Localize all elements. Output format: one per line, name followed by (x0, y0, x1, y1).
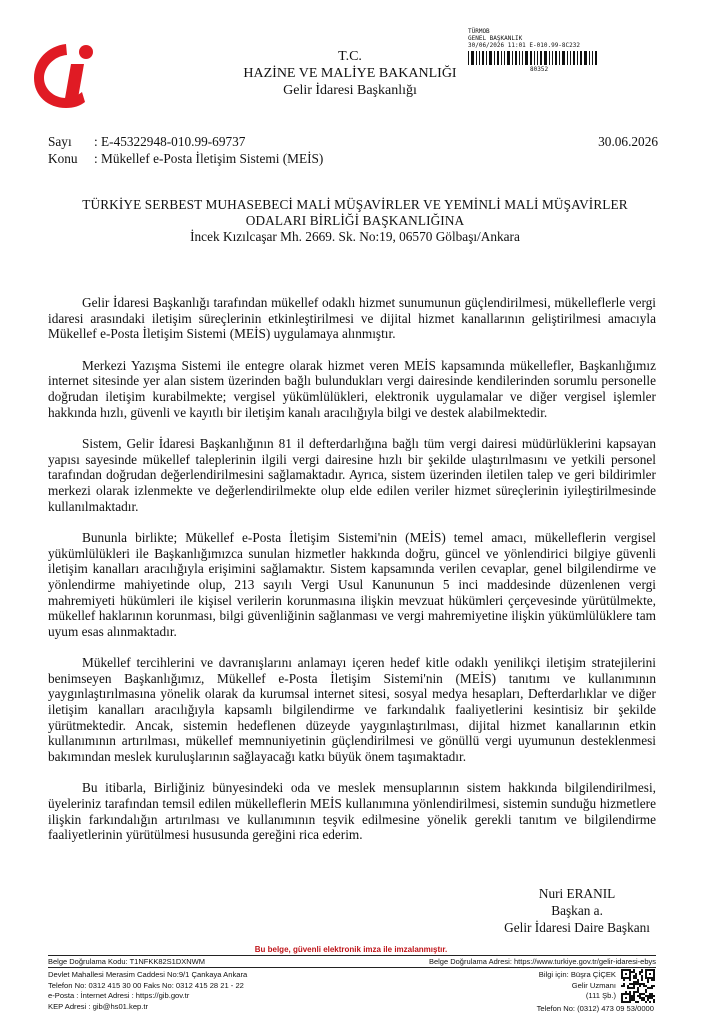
paragraph-6: Bu itibarla, Birliğiniz bünyesindeki oda ve meslek mensuplarının sistem hakkında bilgilendirilmesi, üyeleriniz tarafından temsil edilen mükelleflerin MEİS kullanımına yönlendirilmesi, sistemin sunduğu hizmetlere ilişkin farkındalığın artırılması ve kullanımının teşvik edilmesine yönelik gerekli tanıtım ve bilgilendirme faaliyetlerinin yürütülmesi hususunda gereğini rica ederim. (48, 780, 656, 843)
footer-divider-top (48, 955, 656, 956)
stamp-line-2: GENEL BAŞKANLIK (468, 35, 523, 42)
konu-value: : Mükellef e-Posta İletişim Sistemi (MEİS) (94, 151, 324, 166)
document-meta (48, 133, 658, 167)
barcode-bar (573, 51, 575, 65)
barcode (468, 51, 668, 65)
stamp-line-1: TÜRMOB (468, 28, 490, 35)
letter-body (48, 295, 656, 859)
paragraph-4: Bununla birlikte; Mükellef e-Posta İletişim Sistemi'nin (MEİS) temel amacı, mükelleflerin vergisel yükümlülükleri ile Başkanlığımızca sunulan hizmetler hakkında doğru, güncel ve yönlendirici bilgiye güvenli iletişim kanalları aracılığıyla erişimini sağlamaktır. Sistem kapsamında verilen cevaplar, genel bilgilendirme ve yönlendirme mahiyetinde olup, 213 sayılı Vergi Usul Kanununun 5 inci maddesinde düzenlenen vergi mahremiyeti hükümleri ile kişisel verilerin korunmasına ilişkin mevzuat hükümleri çerçevesinde yürütülmekte, mükellef haklarının korunması, bilgi güvenliğinin sağlanması ve vergi mahremiyetine ilişkin yükümlülüklere tam uyum esas alınmaktadır. (48, 530, 656, 639)
barcode-bar (476, 51, 477, 65)
barcode-bar (544, 51, 547, 65)
barcode-bar (525, 51, 528, 65)
footer-divider-bottom (48, 967, 656, 968)
barcode-bar (552, 51, 553, 65)
barcode-bar (501, 51, 502, 65)
barcode-bar (494, 51, 495, 65)
konu-label: Konu (48, 151, 78, 166)
barcode-bar (522, 51, 523, 65)
barcode-bar (519, 51, 520, 65)
info-phone: Telefon No: (0312) 473 09 53/0000 (536, 1004, 654, 1013)
barcode-bar (479, 51, 480, 65)
paragraph-2: Merkezi Yazışma Sistemi ile entegre olarak hizmet veren MEİS kapsamında mükellefler, Başkanlığımız internet sitesinde yer alan sistem üzerinden bağlı bulundukları vergi dairesinde kendilerinden sorumlu personelle doğrudan iletişim kurabilmekte; vergisel yükümlülükleri, elektronik uygulamalar ve diğer vergisel işlemler hakkında hızlı, güvenli ve kayıtlı bir iletişim kanalı aracılığıyla bilgi ve destek alabilmektedir. (48, 357, 656, 420)
barcode-bar (559, 51, 560, 65)
barcode-bar (515, 51, 517, 65)
sayi-label: Sayı (48, 134, 72, 149)
barcode-bar (570, 51, 571, 65)
esign-notice: Bu belge, güvenli elektronik imza ile imzalanmıştır. (254, 945, 448, 954)
web-line[interactable]: e-Posta : İnternet Adresi : https://gib.gov.tr (48, 991, 190, 1000)
barcode-bar (504, 51, 505, 65)
barcode-bar (507, 51, 510, 65)
barcode-bar (584, 51, 587, 65)
barcode-bar (497, 51, 499, 65)
paragraph-5: Mükellef tercihlerini ve davranışlarını anlamayı içeren hedef kitle odaklı yenilikçi iletişim stratejilerini benimseyen Başkanlığımız, Mükellef e-Posta İletişim Sistemi'nin (MEİS) tanıtımı ve kullanımının yaygınlaştırılmasına yönelik olarak da kurumsal internet sitesi, sosyal medya hesapları, Defterdarlıklar ve diğer iletişim kanalları aracılığıyla kapsamlı bilgilendirme ve farkındalık faaliyetlerini kesintisiz bir şekilde yürütmektedir. Ancak, sistemin hedeflenen düzeyde yaygınlaştırılması, dijital hizmet kanallarının etkin kullanımının artırılması, mükellef memnuniyetinin güçlendirilmesi ve gönüllü vergi uyumunun desteklenmesi bakımından meslek kuruluşlarının sağlayacağı katkı büyük önem taşımaktadır. (48, 655, 656, 764)
sayi-value: : E-45322948-010.99-69737 (94, 134, 246, 149)
barcode-bar (595, 51, 597, 65)
ministry-name: HAZİNE VE MALİYE BAKANLIĞI (243, 66, 457, 81)
verification-row (48, 957, 656, 966)
barcode-bar (489, 51, 492, 65)
barcode-bar (540, 51, 542, 65)
recipient-block (60, 197, 650, 245)
barcode-bar (537, 51, 538, 65)
stamp-code: 80352 (530, 66, 549, 73)
barcode-bar (482, 51, 484, 65)
address-line: Devlet Mahallesi Merasim Caddesi No:9/1 Çankaya Ankara (48, 970, 248, 979)
recipient-address: İncek Kızılcaşar Mh. 2669. Sk. No:19, 06570 Gölbaşı/Ankara (190, 229, 520, 244)
barcode-bar (471, 51, 474, 65)
barcode-bar (577, 51, 578, 65)
document-date: 30.06.2026 (598, 134, 658, 149)
signer-name: Nuri ERANIL (538, 886, 616, 901)
konu-row (48, 150, 658, 167)
barcode-bar (549, 51, 550, 65)
contact-info (48, 970, 247, 1012)
barcode-bar (534, 51, 535, 65)
info-branch: (111 Şb.) (585, 991, 616, 1000)
phone-fax-line: Telefon No: 0312 415 30 00 Faks No: 0312 415 28 21 - 22 (48, 980, 244, 990)
qr-code (621, 969, 655, 1003)
stamp-line-3: 30/06/2026 11:01 E-010.99-8C232 (468, 42, 580, 49)
info-person: Bilgi için: Büşra ÇİÇEK (538, 970, 616, 979)
state-label: T.C. (338, 49, 362, 64)
barcode-bar (468, 51, 469, 65)
incoming-stamp (468, 28, 668, 73)
department-name: Gelir İdaresi Başkanlığı (283, 83, 417, 98)
barcode-bar (589, 51, 590, 65)
barcode-bar (567, 51, 568, 65)
recipient-line-2: ODALARI BİRLİĞİ BAŞKANLIĞINA (245, 213, 465, 228)
barcode-bar (555, 51, 557, 65)
signer-title-1: Başkan a. (551, 903, 603, 918)
barcode-bar (580, 51, 582, 65)
paragraph-1: Gelir İdaresi Başkanlığı tarafından mükellef odaklı hizmet sunumunun güçlendirilmesi, mükelleflerle vergi idaresi arasındaki iletişim süreçlerinin etkinleştirilmesi ve dijital hizmet kanallarının geliştirilmesi amacıyla Mükellef e-Posta İletişim Sistemi (MEİS) uygulamaya alınmıştır. (48, 295, 656, 342)
signature-block (504, 885, 650, 936)
info-contact (539, 970, 616, 1002)
barcode-bar (592, 51, 593, 65)
ministry-header (200, 48, 500, 99)
info-role: Gelir Uzmanı (571, 980, 616, 990)
sayi-row (48, 133, 658, 150)
signer-title-2: Gelir İdaresi Daire Başkanı (504, 920, 650, 935)
recipient-line-1: TÜRKİYE SERBEST MUHASEBECİ MALİ MÜŞAVİRLER VE YEMİNLİ MALİ MÜŞAVİRLER (82, 197, 628, 212)
kep-line: KEP Adresi : gib@hs01.kep.tr (48, 1001, 149, 1011)
barcode-bar (530, 51, 532, 65)
verify-code: Belge Doğrulama Kodu: T1NFKK82S1DXNWM (48, 957, 206, 966)
gib-logo (30, 40, 100, 112)
barcode-bar (486, 51, 487, 65)
verify-address[interactable]: Belge Doğrulama Adresi: https://www.turkiye.gov.tr/gelir-idaresi-ebys (428, 957, 656, 966)
barcode-bar (562, 51, 565, 65)
barcode-bar (512, 51, 513, 65)
paragraph-3: Sistem, Gelir İdaresi Başkanlığının 81 il defterdarlığına bağlı tüm vergi dairesi müdürlüklerini kapsayan yapısı sayesinde mükellef taleplerinin ilgili vergi dairesine hızlı bir şekilde ulaştırılmasını ve yetkili personel tarafından doğrudan değerlendirilmesini sağlamaktadır. Ayrıca, sistem üzerinden iletilen talep ve geri bildirimler merkezi olarak izlenmekte ve değerlendirilmekte olup elde edilen veriler hizmet süreçlerinin iyileştirilmesinde kullanılmaktadır. (48, 436, 656, 514)
